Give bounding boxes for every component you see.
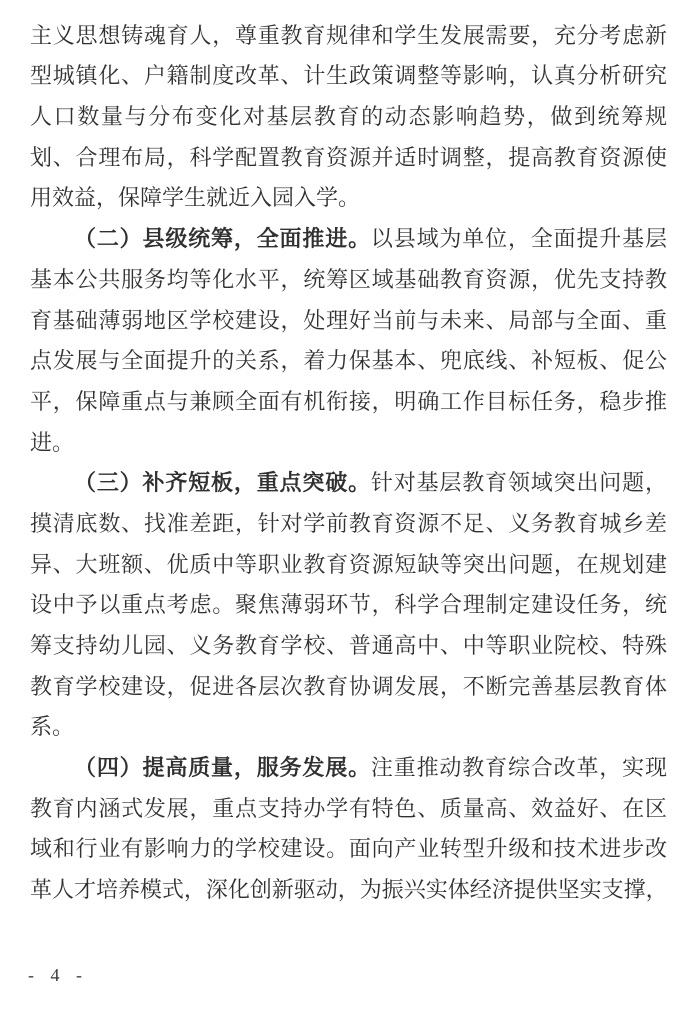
body-text: 以县域为单位，全面提升基层	[370, 226, 667, 252]
body-text: 用效益，保障学生就近入园入学。	[30, 185, 361, 211]
text-line	[30, 748, 667, 789]
text-line	[30, 504, 667, 545]
body-text: 点发展与全面提升的关系，着力保基本、兜底线、补短板、促公	[30, 348, 667, 374]
text-line	[30, 138, 667, 179]
body-text: 育基础薄弱地区学校建设，处理好当前与未来、局部与全面、重	[30, 307, 667, 333]
text-line	[30, 382, 667, 423]
body-text: 人口数量与分布变化对基层教育的动态影响趋势，做到统筹规	[30, 104, 667, 130]
page-number: - 4 -	[28, 965, 88, 985]
text-line	[30, 423, 667, 464]
body-text: 摸清底数、找准差距，针对学前教育资源不足、义务教育城乡差	[30, 510, 667, 536]
body-text: 型城镇化、户籍制度改革、计生政策调整等影响，认真分析研究	[30, 63, 667, 89]
text-line	[30, 667, 667, 708]
text-line	[30, 545, 667, 586]
text-line	[30, 56, 667, 97]
section-lead-text: （三）补齐短板，重点突破。	[74, 470, 371, 496]
body-text: 域和行业有影响力的学校建设。面向产业转型升级和技术进步改	[30, 836, 667, 862]
text-line	[30, 829, 667, 870]
text-line	[30, 707, 667, 748]
section-lead-text: （二）县级统筹，全面推进。	[74, 226, 371, 252]
text-line	[30, 301, 667, 342]
text-line	[30, 626, 667, 667]
body-text: 划、合理布局，科学配置教育资源并适时调整，提高教育资源使	[30, 144, 667, 170]
body-text: 筹支持幼儿园、义务教育学校、普通高中、中等职业院校、特殊	[30, 633, 667, 658]
text-block	[30, 0, 667, 911]
body-text: 基本公共服务均等化水平，统筹区域基础教育资源，优先支持教	[30, 266, 667, 292]
text-line	[30, 260, 667, 301]
text-line	[30, 585, 667, 626]
text-line	[30, 789, 667, 830]
body-text: 注重推动教育综合改革，实现	[370, 755, 667, 781]
text-line	[30, 341, 667, 382]
body-text: 平，保障重点与兼顾全面有机衔接，明确工作目标任务，稳步推	[30, 388, 667, 414]
text-line	[30, 870, 667, 911]
body-text: 设中予以重点考虑。聚焦薄弱环节，科学合理制定建设任务，统	[30, 592, 667, 618]
body-text: 针对基层教育领域突出问题，	[370, 470, 667, 496]
section-lead-text: （四）提高质量，服务发展。	[74, 755, 371, 781]
body-text: 异、大班额、优质中等职业教育资源短缺等突出问题，在规划建	[30, 551, 667, 577]
text-line	[30, 16, 667, 57]
body-text: 进。	[30, 429, 75, 455]
text-line	[30, 219, 667, 260]
body-text: 教育学校建设，促进各层次教育协调发展，不断完善基层教育体	[30, 673, 667, 699]
body-text: 教育内涵式发展，重点支持办学有特色、质量高、效益好、在区	[30, 795, 667, 821]
body-text: 主义思想铸魂育人，尊重教育规律和学生发展需要，充分考虑新	[30, 22, 667, 48]
body-text: 革人才培养模式，深化创新驱动，为振兴实体经济提供坚实支撑，	[30, 877, 667, 903]
text-line	[30, 463, 667, 504]
body-text: 系。	[30, 714, 75, 740]
text-line	[30, 178, 667, 219]
text-line	[30, 97, 667, 138]
